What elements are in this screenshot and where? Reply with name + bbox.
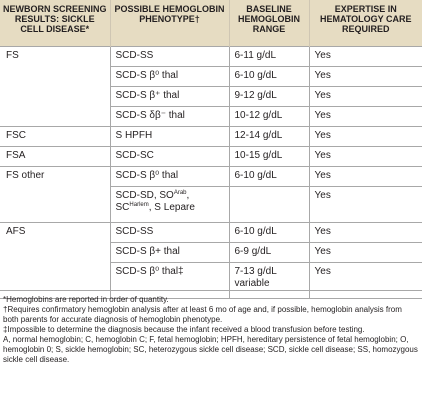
expertise-cell: Yes [309,126,422,146]
table-row [0,66,422,86]
range-cell: 10-15 g/dL [229,146,309,166]
range-cell [229,186,309,222]
phenotype-cell: SCD-S β⁰ thal [110,66,229,86]
range-cell: 6-10 g/dL [229,166,309,186]
range-note: variable [234,277,270,289]
group-label: AFS [0,222,110,242]
expertise-cell: Yes [309,242,422,262]
phenotype-cell: S HPFH [110,126,229,146]
header-baseline-range: BASELINE HEMOGLOBIN RANGE [229,0,309,46]
phenotype-superscript: Arab [173,189,187,196]
footnote: †Requires confirmatory hemoglobin analysis after at least 6 mo of age and, if possible, hemoglobin analysis from both parents for accurate diagnosis of hemoglobin phenotype. [3,305,402,324]
range-text: 7-13 g/dL [234,265,277,277]
footnote: A, normal hemoglobin; C, hemoglobin C; F, fetal hemoglobin; HPFH, hereditary persistence of fetal hemoglobin; O, hemoglobin 0; S, sickle hemoglobin; SC, heterozygous sickle cell disease; SCD, sickle cell disease; SS, homozygous sickle cell disease. [3,335,418,364]
phenotype-cell: SCD-SC [110,146,229,166]
table-row [0,166,422,186]
table-row [0,242,422,262]
phenotype-cell [110,186,229,222]
table-body [0,46,422,298]
phenotype-cell: SCD-S β⁰ thal [110,166,229,186]
expertise-cell: Yes [309,46,422,66]
range-cell: 12-14 g/dL [229,126,309,146]
header-expertise: EXPERTISE IN HEMATOLOGY CARE REQUIRED [309,0,422,46]
phenotype-cell: SCD-SS [110,222,229,242]
group-label: FS [0,46,110,66]
table-row [0,146,422,166]
phenotype-cell: SCD-S β⁰ thal‡ [110,262,229,298]
header-screening-results: NEWBORN SCREENING RESULTS: SICKLE CELL DISEASE* [0,0,110,46]
table-row [0,46,422,66]
phenotype-text: SCD-SD, SO [115,189,174,201]
group-spacer [0,186,110,222]
range-cell: 6-11 g/dL [229,46,309,66]
phenotype-cell: SCD-S δβ⁻ thal [110,106,229,126]
phenotype-cell: SCD-SS [110,46,229,66]
range-cell: 6-10 g/dL [229,66,309,86]
range-cell: 6-10 g/dL [229,222,309,242]
group-spacer [0,242,110,262]
phenotype-text: , [186,189,190,201]
table-row [0,222,422,242]
phenotype-text: , S Lepare [148,201,195,213]
range-cell: 9-12 g/dL [229,86,309,106]
range-cell: 6-9 g/dL [229,242,309,262]
table-header [0,0,422,46]
table-row [0,86,422,106]
group-spacer [0,66,110,86]
group-spacer [0,106,110,126]
table-row [0,106,422,126]
expertise-cell: Yes [309,166,422,186]
table-row [0,126,422,146]
expertise-cell: Yes [309,262,422,298]
table-row [0,186,422,222]
table-footnotes [0,290,422,365]
footnote: *Hemoglobins are reported in order of quantity. [3,295,169,304]
group-label: FS other [0,166,110,186]
footnote: ‡Impossible to determine the diagnosis because the infant received a blood transfusion before testing. [3,325,365,334]
phenotype-text: SC [115,201,130,213]
expertise-cell: Yes [309,86,422,106]
range-cell: 10-12 g/dL [229,106,309,126]
group-label: FSA [0,146,110,166]
group-spacer [0,86,110,106]
header-phenotype: POSSIBLE HEMOGLOBIN PHENOTYPE† [110,0,229,46]
expertise-cell: Yes [309,222,422,242]
expertise-cell: Yes [309,146,422,166]
expertise-cell: Yes [309,106,422,126]
phenotype-superscript: Harlem [129,201,149,208]
phenotype-cell: SCD-S β+ thal [110,242,229,262]
group-label: FSC [0,126,110,146]
header-row [0,0,422,46]
phenotype-cell: SCD-S β⁺ thal [110,86,229,106]
expertise-cell: Yes [309,186,422,222]
expertise-cell: Yes [309,66,422,86]
